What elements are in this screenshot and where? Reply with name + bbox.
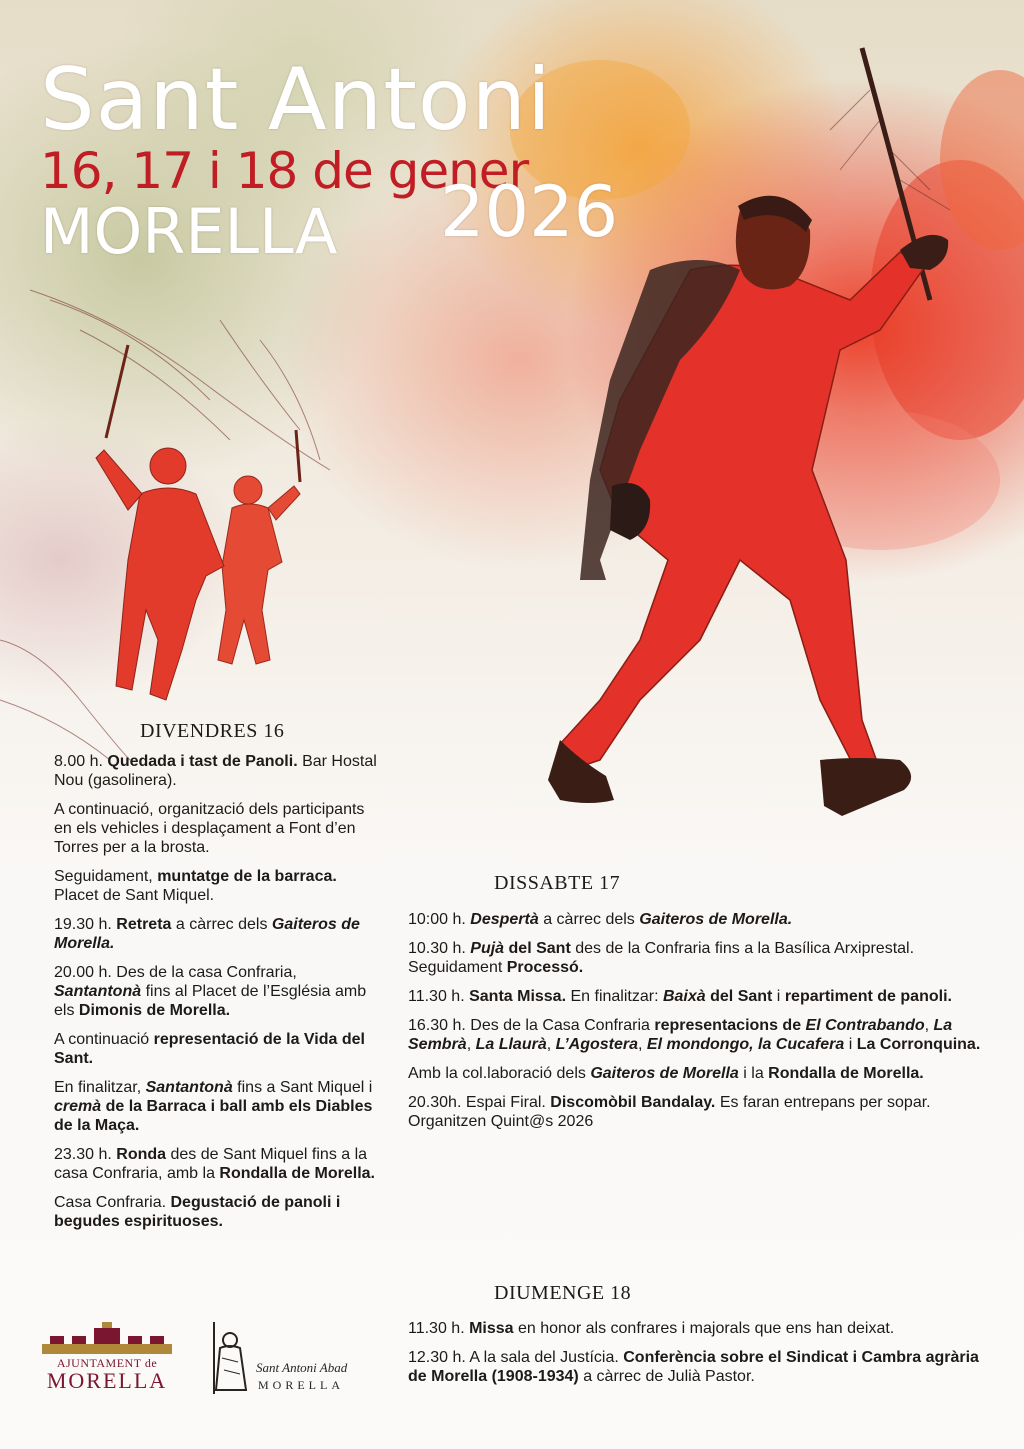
schedule-item: Seguidament, muntatge de la barraca. Placet de Sant Miquel. xyxy=(54,868,337,904)
figure-back xyxy=(218,476,300,664)
day-heading-sunday: DIUMENGE 18 xyxy=(494,1282,632,1304)
schedule-sunday xyxy=(408,1319,983,1396)
front-shoe xyxy=(820,758,911,816)
figure-front xyxy=(96,448,224,700)
poster-title: Sant Antoni xyxy=(40,50,552,150)
schedule-item: En finalitzar, Santantonà fins a Sant Miquel i cremà de la Barraca i ball amb els Diables de la Maça. xyxy=(54,1079,373,1134)
poster-year: 2026 xyxy=(440,171,619,253)
santantoni-logo-line1: Sant Antoni Abad xyxy=(256,1360,348,1375)
day-heading-friday: DIVENDRES 16 xyxy=(140,720,285,742)
schedule-item: A continuació representació de la Vida del Sant. xyxy=(54,1031,365,1067)
schedule-item: 10:00 h. Despertà a càrrec dels Gaiteros de Morella. xyxy=(408,911,793,928)
schedule-friday xyxy=(54,752,379,1241)
santantoni-logo xyxy=(202,1318,372,1398)
schedule-item: 10.30 h. Pujà del Sant des de la Confraria fins a la Basílica Arxiprestal. Seguidament Processó. xyxy=(408,940,915,976)
day-heading-saturday: DISSABTE 17 xyxy=(494,872,621,894)
ajuntament-crest-icon xyxy=(40,1322,174,1356)
schedule-item: A continuació, organització dels participants en els vehicles i desplaçament a Font d’en Torres per a la brosta. xyxy=(54,801,365,856)
schedule-item: 11.30 h. Missa en honor als confrares i majorals que ens han deixat. xyxy=(408,1320,895,1337)
santantoni-logo-line2: MORELLA xyxy=(258,1378,344,1392)
left-figures xyxy=(0,290,330,760)
schedule-item: 23.30 h. Ronda des de Sant Miquel fins a la casa Confraria, amb la Rondalla de Morella. xyxy=(54,1146,375,1182)
ajuntament-logo xyxy=(40,1322,174,1394)
schedule-item: 12.30 h. A la sala del Justícia. Conferència sobre el Sindicat i Cambra agrària de Morella (1908-1934) a càrrec de Julià Pastor. xyxy=(408,1349,979,1385)
schedule-item: 8.00 h. Quedada i tast de Panoli. Bar Hostal Nou (gasolinera). xyxy=(54,753,377,789)
schedule-item: 11.30 h. Santa Missa. En finalitzar: Baixà del Sant i repartiment de panoli. xyxy=(408,988,952,1005)
schedule-saturday xyxy=(408,910,983,1141)
schedule-item: 20.00 h. Des de la casa Confraria, Santantonà fins al Placet de l’Església amb els Dimonis de Morella. xyxy=(54,964,367,1019)
sant-antoni-figure-icon xyxy=(202,1318,254,1398)
schedule-item: Casa Confraria. Degustació de panoli i begudes espirituoses. xyxy=(54,1194,341,1230)
poster-dates: 16, 17 i 18 de gener xyxy=(40,142,529,200)
schedule-item: 16.30 h. Des de la Casa Confraria representacions de El Contrabando, La Sembrà, La Llaurà, L’Agostera, El mondongo, la Cucafera i La Corronquina. xyxy=(408,1017,981,1053)
schedule-item: 19.30 h. Retreta a càrrec dels Gaiteros de Morella. xyxy=(54,916,360,952)
ajuntament-logo-line1: AJUNTAMENT de xyxy=(56,1356,158,1370)
poster-town: MORELLA xyxy=(40,195,338,268)
schedule-item: Amb la col.laboració dels Gaiteros de Morella i la Rondalla de Morella. xyxy=(408,1065,924,1082)
schedule-item: 20.30h. Espai Firal. Discomòbil Bandalay. Es faran entrepans per sopar. Organitzen Quint@s 2026 xyxy=(408,1094,931,1130)
ajuntament-logo-line2: MORELLA xyxy=(46,1368,168,1393)
